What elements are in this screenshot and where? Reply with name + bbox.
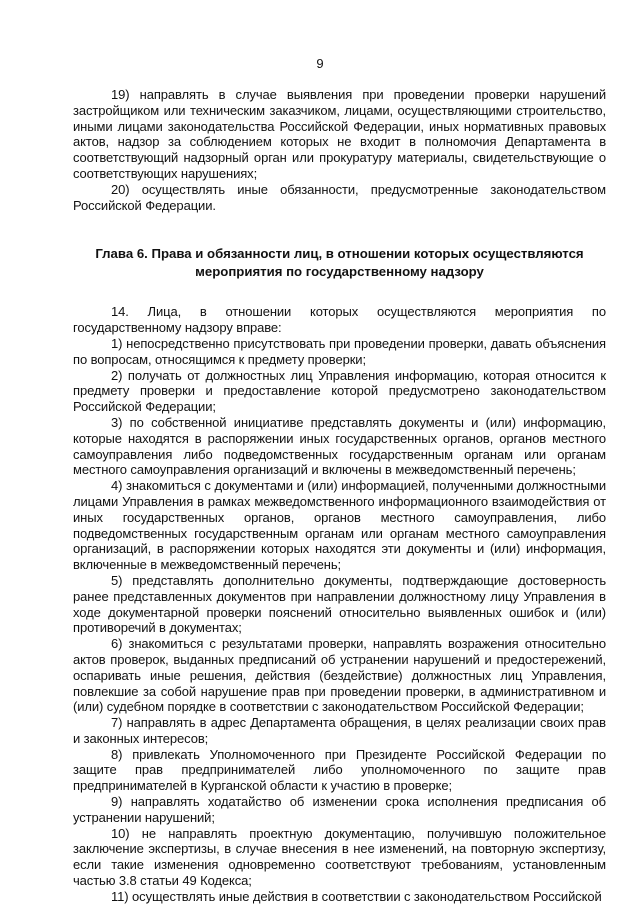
paragraph-right-4: 4) знакомиться с документами и (или) информацией, полученными должностными лицами Управления в рамках межведомственного информационного взаимодействия от иных государственных органов, органов местного самоуправления, либо подведомственных государственным органам или органам местного самоуправления организаций, в распоряжении которых находятся эти документы и (или) информация, включенные в межведомственный перечень; <box>73 478 606 573</box>
paragraph-right-3: 3) по собственной инициативе представлять документы и (или) информацию, которые находятся в распоряжении иных государственных органов, органов местного самоуправления либо подведомственных государственным органам или органам местного самоуправления организаций и включены в межведомственный перечень; <box>73 414 606 478</box>
paragraph-right-10: 10) не направлять проектную документацию, получившую положительное заключение экспертизы, в случае внесения в нее изменений, на повторную экспертизу, если такие изменения одновременно соответствуют требованиям, установленным частью 3.8 статьи 49 Кодекса; <box>73 825 606 889</box>
paragraph-section-14: 14. Лица, в отношении которых осуществляются мероприятия по государственному надзору вправе: <box>73 304 606 336</box>
paragraph-right-1: 1) непосредственно присутствовать при проведении проверки, давать объяснения по вопросам, относящимся к предмету проверки; <box>73 335 606 367</box>
paragraph-right-9: 9) направлять ходатайство об изменении срока исполнения предписания об устранении нарушений; <box>73 794 606 825</box>
paragraph-item-20: 20) осуществлять иные обязанности, предусмотренные законодательством Российской Федерации. <box>73 181 606 213</box>
paragraph-item-19: 19) направлять в случае выявления при проведении проверки нарушений застройщиком или техническим заказчиком, лицами, осуществляющими строительство, иными лицами законодательства Российской Федерации, иных нормативных правовых актов, надзор за соблюдением которых не входит в полномочия Департамента в соответствующий надзорный орган или прокуратуру материалы, свидетельствующие о соответствующих нарушениях; <box>73 87 606 181</box>
document-body <box>73 87 606 905</box>
paragraph-right-6: 6) знакомиться с результатами проверки, направлять возражения относительно актов проверок, выданных предписаний об устранении нарушений и предостережений, оспаривать иные решения, действия (бездействие) должностных лиц Управления, повлекшие за собой нарушение прав при проведении проверки, в административном и (или) судебном порядке в соответствии с законодательством Российской Федерации; <box>73 636 606 715</box>
chapter-heading: Глава 6. Права и обязанности лиц, в отношении которых осуществляются мероприятия по государственному надзору <box>95 246 584 279</box>
page-number: 9 <box>316 56 324 71</box>
paragraph-right-7: 7) направлять в адрес Департамента обращения, в целях реализации своих прав и законных интересов; <box>73 715 606 746</box>
paragraph-right-2: 2) получать от должностных лиц Управления информацию, которая относится к предмету проверки и предоставление которой предусмотрено законодательством Российской Федерации; <box>73 367 606 415</box>
paragraph-right-11: 11) осуществлять иные действия в соответствии с законодательством Российской <box>111 888 602 904</box>
paragraph-right-5: 5) представлять дополнительно документы, подтверждающие достоверность ранее представленных документов при направлении должностному лицу Управления в ходе документарной проверки пояснений относительно выявленных ошибок и (или) противоречий в документах; <box>73 572 606 636</box>
paragraph-right-8: 8) привлекать Уполномоченного при Президенте Российской Федерации по защите прав предпринимателей либо уполномоченного по защите прав предпринимателей в Курганской области к участию в проверке; <box>73 746 606 794</box>
